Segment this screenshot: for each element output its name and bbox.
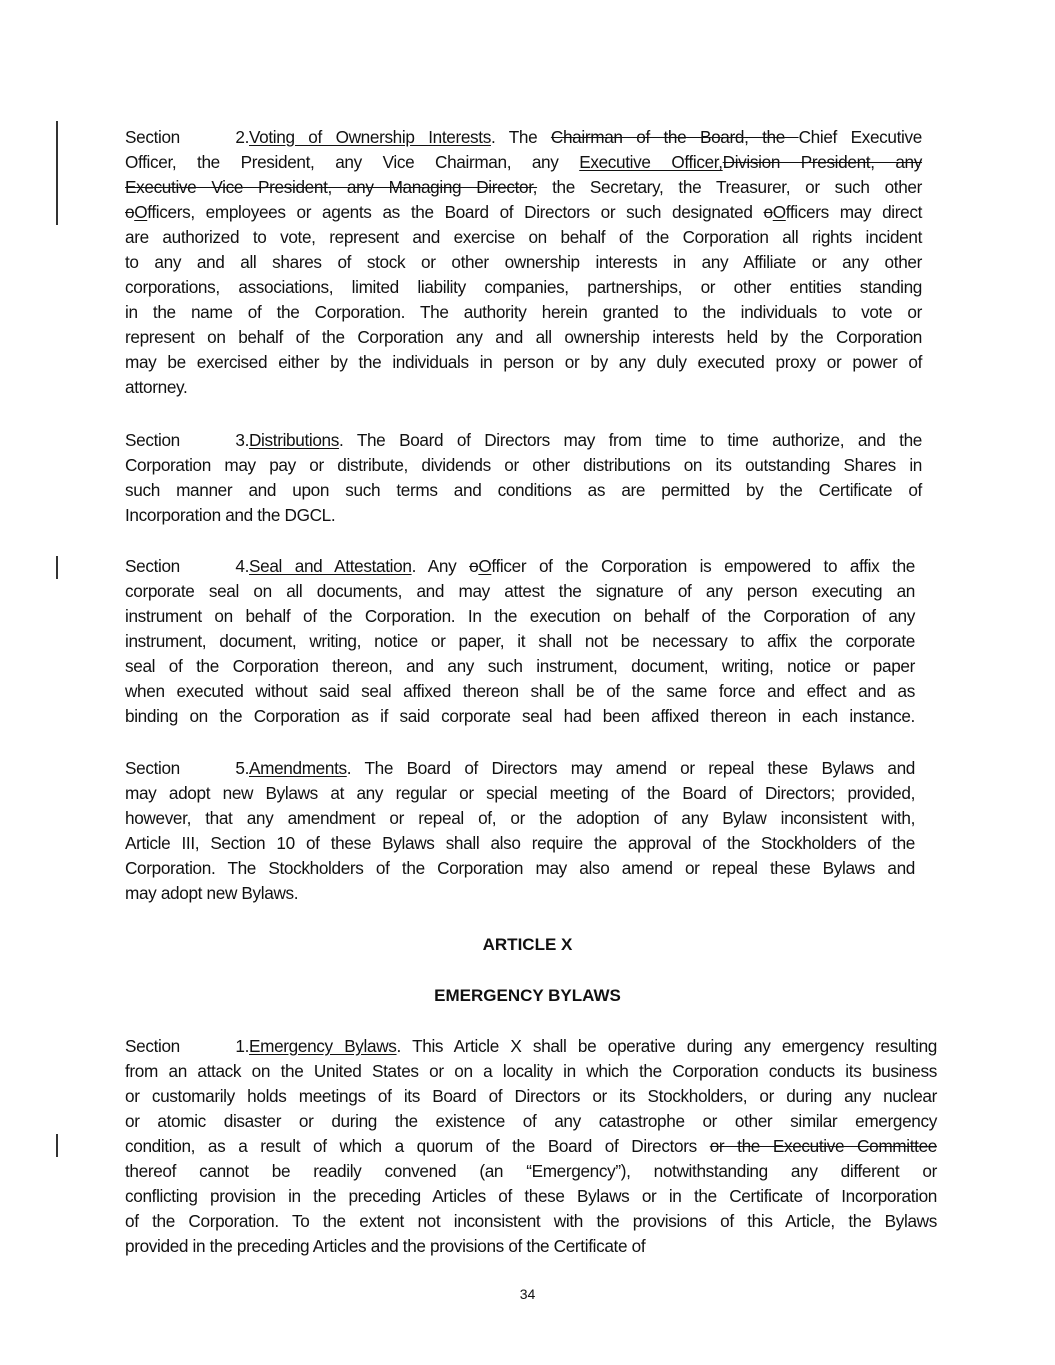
section-4-line-4: instrument, document, writing, notice or paper, it shall not be necessary to affix the corporate xyxy=(125,631,915,651)
emergency-line-4: or atomic disaster or during the existence of any catastrophe or other similar emergency xyxy=(125,1111,937,1131)
deleted-text: o xyxy=(125,202,135,222)
section-label: Section 3. xyxy=(125,430,249,450)
deleted-text: Division President, any xyxy=(722,152,923,172)
section-label: Section 4. xyxy=(125,556,249,576)
inserted-text: O xyxy=(134,202,148,222)
section-3-line-2: Corporation may pay or distribute, dividends or other distributions on its outstanding Shares in xyxy=(125,455,922,475)
section-5-line-4: Article III, Section 10 of these Bylaws shall also require the approval of the Stockholders of the xyxy=(125,833,915,853)
section-label: Section 2. xyxy=(125,127,249,147)
section-title: Amendments xyxy=(249,758,347,778)
section-4-line-1: Section 4.Seal and Attestation. Any oOfficer of the Corporation is empowered to affix the xyxy=(125,554,915,579)
section-4-line-3: instrument on behalf of the Corporation. In the execution on behalf of the Corporation of any xyxy=(125,606,915,626)
emergency-line-8: of the Corporation. To the extent not inconsistent with the provisions of this Article, the Bylaws xyxy=(125,1211,937,1231)
inserted-text: O xyxy=(772,202,786,222)
section-5-line-3: however, that any amendment or repeal of, or the adoption of any Bylaw inconsistent with, xyxy=(125,808,915,828)
section-4-line-7: binding on the Corporation as if said corporate seal had been affixed thereon in each instance. xyxy=(125,706,915,726)
section-5-line-6: may adopt new Bylaws. xyxy=(125,883,299,903)
emergency-line-6: thereof cannot be readily convened (an “Emergency”), notwithstanding any different or xyxy=(125,1161,937,1181)
section-5-line-1: Section 5.Amendments. The Board of Directors may amend or repeal these Bylaws and xyxy=(125,756,915,781)
section-2-line-2: Officer, the President, any Vice Chairman, any Executive Officer,Division President, any xyxy=(125,152,923,172)
emergency-line-3: or customarily holds meetings of its Board of Directors or its Stockholders, or during any nuclear xyxy=(125,1086,937,1106)
deleted-text: Executive Vice President, any Managing Director, xyxy=(125,177,538,197)
emergency-line-5: condition, as a result of which a quorum of the Board of Directors or the Executive Committee xyxy=(125,1136,937,1156)
article-heading: ARTICLE X xyxy=(482,935,573,954)
change-bar-section-4 xyxy=(56,556,58,579)
deleted-text: or the Executive Committee xyxy=(709,1136,937,1156)
deleted-text: o xyxy=(763,202,773,222)
section-2-line-10: may be exercised either by the individuals in person or by any duly executed proxy or power of xyxy=(125,352,922,372)
page-number: 34 xyxy=(519,1286,536,1302)
section-2-line-3: Executive Vice President, any Managing Director, the Secretary, the Treasurer, or such other xyxy=(125,177,922,197)
section-2-line-11: attorney. xyxy=(125,377,188,397)
section-3-line-3: such manner and upon such terms and conditions as are permitted by the Certificate of xyxy=(125,480,922,500)
section-3-line-4: Incorporation and the DGCL. xyxy=(125,505,336,525)
section-5-line-2: may adopt new Bylaws at any regular or special meeting of the Board of Directors; provided, xyxy=(125,783,915,803)
section-title: Seal and Attestation xyxy=(249,556,412,576)
section-title: Distributions xyxy=(249,430,340,450)
section-2-line-6: to any and all shares of stock or other ownership interests in any Affiliate or any other xyxy=(125,252,922,272)
emergency-line-7: conflicting provision in the preceding Articles of these Bylaws or in the Certificate of Incorporation xyxy=(125,1186,937,1206)
section-2-line-5: are authorized to vote, represent and exercise on behalf of the Corporation all rights incident xyxy=(125,227,922,247)
section-2-line-8: in the name of the Corporation. The authority herein granted to the individuals to vote or xyxy=(125,302,922,322)
section-label: Section 1. xyxy=(125,1036,249,1056)
change-bar-section-2 xyxy=(56,121,58,225)
emergency-line-2: from an attack on the United States or on a locality in which the Corporation conducts its business xyxy=(125,1061,937,1081)
article-subheading: EMERGENCY BYLAWS xyxy=(434,986,621,1005)
inserted-text: Executive Officer, xyxy=(579,152,723,172)
section-title: Voting of Ownership Interests xyxy=(249,127,491,147)
deleted-text: Chairman of the Board, the xyxy=(550,127,799,147)
emergency-line-1: Section 1.Emergency Bylaws. This Article X shall be operative during any emergency resulting xyxy=(125,1034,937,1059)
section-label: Section 5. xyxy=(125,758,249,778)
inserted-text: O xyxy=(478,556,492,576)
section-5-line-5: Corporation. The Stockholders of the Corporation may also amend or repeal these Bylaws and xyxy=(125,858,915,878)
change-bar-emergency xyxy=(56,1134,58,1157)
emergency-line-9: provided in the preceding Articles and the provisions of the Certificate of xyxy=(125,1236,646,1256)
section-2-line-4: oOfficers, employees or agents as the Board of Directors or such designated oOfficers may direct xyxy=(125,202,923,222)
section-2-line-7: corporations, associations, limited liability companies, partnerships, or other entities standing xyxy=(125,277,922,297)
section-4-line-6: when executed without said seal affixed thereon shall be of the same force and effect and as xyxy=(125,681,915,701)
section-4-line-5: seal of the Corporation thereon, and any such instrument, document, writing, notice or paper xyxy=(125,656,915,676)
section-4-line-2: corporate seal on all documents, and may attest the signature of any person executing an xyxy=(125,581,915,601)
section-3-line-1: Section 3.Distributions. The Board of Directors may from time to time authorize, and the xyxy=(125,428,922,453)
section-2-line-1: Section 2.Voting of Ownership Interests. The Chairman of the Board, the Chief Executive xyxy=(125,125,922,150)
section-2-line-9: represent on behalf of the Corporation any and all ownership interests held by the Corporation xyxy=(125,327,922,347)
section-title: Emergency Bylaws xyxy=(249,1036,397,1056)
deleted-text: o xyxy=(469,556,479,576)
